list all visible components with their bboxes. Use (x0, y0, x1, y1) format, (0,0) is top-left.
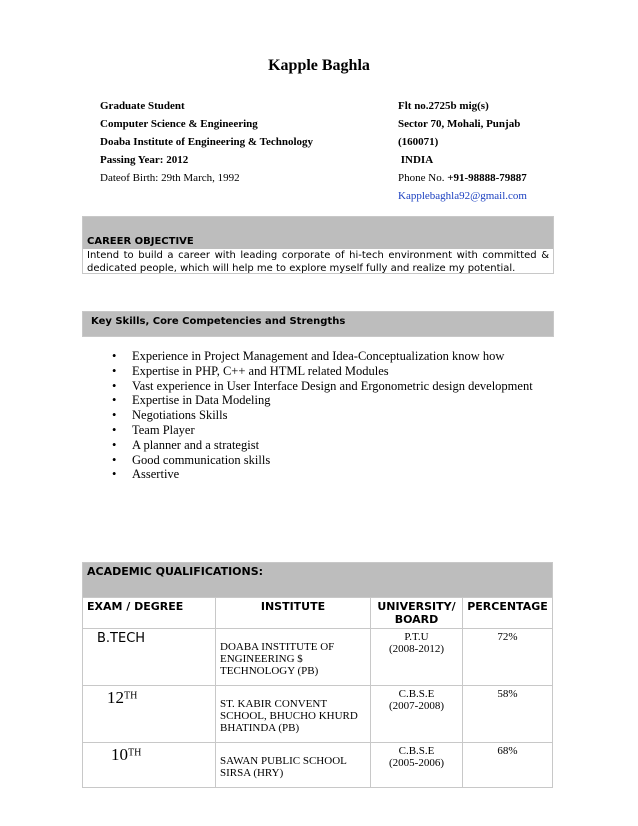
list-item: • Negotiations Skills (112, 408, 533, 423)
exam-name: B.TECH (97, 631, 146, 646)
dob-line: Dateof Birth: 29th March, 1992 (100, 172, 240, 184)
list-item: • Expertise in Data Modeling (112, 393, 533, 408)
board-years: (2007-2008) (389, 700, 444, 712)
column-header-exam: EXAM / DEGREE (83, 598, 216, 629)
list-item: • Experience in Project Management and Idea-Conceptualization know how (112, 349, 533, 364)
skills-heading: Key Skills, Core Competencies and Strengths (83, 312, 553, 331)
career-objective-title: CAREER OBJECTIVE (87, 236, 194, 247)
career-objective-section (82, 216, 554, 274)
list-item: • Expertise in PHP, C++ and HTML related Modules (112, 364, 533, 379)
candidate-name: Kapple Baghla (268, 57, 370, 74)
contact-info (398, 97, 527, 205)
branch-line: Computer Science & Engineering (100, 118, 258, 130)
percentage-cell: 58% (463, 686, 553, 743)
column-header-institute: INSTITUTE (216, 598, 371, 629)
institute-cell: DOABA INSTITUTE OF ENGINEERING $ TECHNOLOGY (PB) (216, 629, 371, 686)
percentage-cell: 72% (463, 629, 553, 686)
board-years: (2008-2012) (389, 643, 444, 655)
academic-heading: ACADEMIC QUALIFICATIONS: (83, 563, 553, 598)
address-line-2: Sector 70, Mohali, Punjab (398, 118, 521, 130)
board-name: C.B.S.E (398, 688, 435, 700)
board-cell (371, 743, 463, 788)
list-item: • Team Player (112, 423, 533, 438)
personal-info (100, 97, 313, 187)
phone-label: Phone No. (398, 172, 448, 184)
percentage-cell: 68% (463, 743, 553, 788)
exam-superscript: TH (124, 690, 138, 702)
board-cell (371, 686, 463, 743)
address-line-1: Flt no.2725b mig(s) (398, 100, 489, 112)
skills-heading-bar (82, 311, 554, 337)
board-years: (2005-2006) (389, 757, 444, 769)
table-row (83, 686, 553, 743)
address-line-3: (160071) (398, 136, 439, 148)
column-header-percentage: PERCENTAGE (463, 598, 553, 629)
exam-name: 10 (111, 745, 128, 764)
status-line: Graduate Student (100, 100, 185, 112)
career-objective-text: Intend to build a career with leading corporate of hi-tech environment with committed & dedicated people, which will help me to explore myself fully and realize my potential. (87, 250, 549, 274)
board-name: C.B.S.E (398, 745, 435, 757)
list-item: • A planner and a strategist (112, 438, 533, 453)
phone-number: +91-98888-79887 (447, 172, 527, 184)
academic-table (82, 562, 553, 788)
list-item: • Assertive (112, 467, 533, 482)
skills-list (112, 349, 533, 482)
table-row (83, 743, 553, 788)
board-name: P.T.U (404, 631, 429, 643)
passing-year-line: Passing Year: 2012 (100, 154, 189, 166)
address-country: INDIA (398, 154, 434, 166)
list-item: • Good communication skills (112, 453, 533, 468)
phone-line (398, 169, 527, 187)
academic-heading-row (83, 563, 553, 598)
exam-superscript: TH (128, 747, 142, 759)
college-line: Doaba Institute of Engineering & Technology (100, 136, 313, 148)
email-link[interactable]: Kapplebaghla92@gmail.com (398, 190, 527, 202)
list-item: • Vast experience in User Interface Design and Ergonometric design development (112, 379, 533, 394)
exam-cell (83, 629, 216, 686)
institute-cell: ST. KABIR CONVENT SCHOOL, BHUCHO KHURD BHATINDA (PB) (216, 686, 371, 743)
exam-cell (83, 686, 216, 743)
institute-cell: SAWAN PUBLIC SCHOOL SIRSA (HRY) (216, 743, 371, 788)
table-row (83, 629, 553, 686)
board-cell (371, 629, 463, 686)
column-header-board: UNIVERSITY/ BOARD (371, 598, 463, 629)
exam-name: 12 (107, 688, 124, 707)
table-header-row (83, 598, 553, 629)
exam-cell (83, 743, 216, 788)
career-objective-heading (83, 217, 553, 249)
